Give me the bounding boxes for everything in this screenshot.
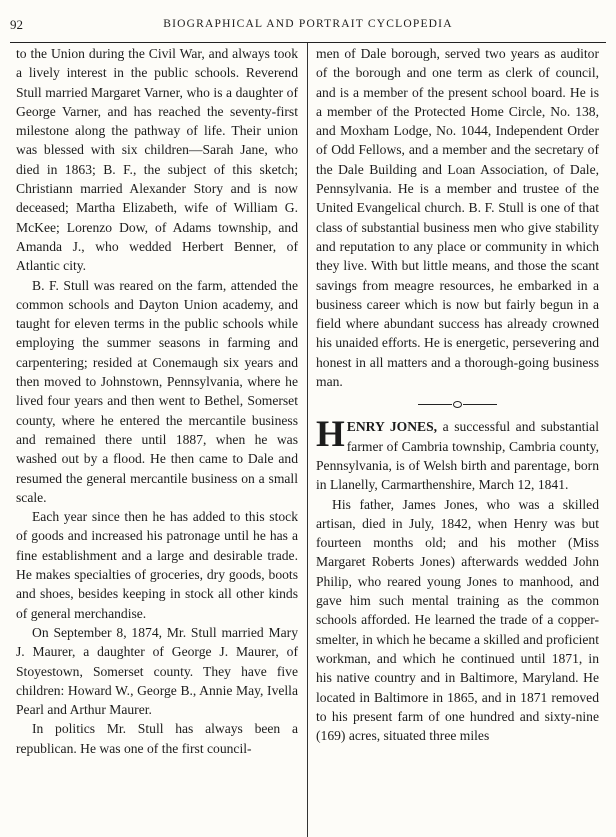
subject-name: ENRY JONES, bbox=[346, 419, 438, 435]
paragraph: In politics Mr. Stull has always been a republican. He was one of the first council- bbox=[16, 721, 298, 756]
right-column bbox=[316, 44, 599, 745]
lead-text: a successful and substantial farmer of Cambria township, Cambria county, Pennsylvania, is of Welsh birth and parentage, born in Llanelly, Carmarthenshire, March 12, 1841. bbox=[316, 419, 599, 493]
drop-cap: H bbox=[316, 414, 345, 456]
paragraph: men of Dale borough, served two years as auditor of the borough and one term as clerk of council, and is a member of the present school board. He is a member of the Protected Home Circle, No. 138, and Moxham Lodge, No. 1044, Independent Order of Odd Fellows, and a member and the secretary of the Dale Building and Loan Association, of Dale, Pennsylvania. He is a member and trustee of the United Evangelical church. B. F. Stull is one of that class of substantial business men who give stability and reputation to any place or community in which they live. With but little means, and those the scant savings from meagre resources, he embarked in a business career which is now but fairly begun in a field where abundant success has already crowned his unaided efforts. He is energetic, persevering and honest in all matters and a thorough-going business man. bbox=[316, 46, 599, 390]
page-header bbox=[10, 17, 606, 35]
section-divider-ornament bbox=[316, 391, 599, 417]
paragraph: Each year since then he has added to this stock of goods and increased his patronage until he has a fine establishment and a large and desirable trade. He makes specialties of groceries, dry goods, boots and shoes, besides keeping in stock all other kinds of general merchandise. bbox=[16, 509, 298, 621]
paragraph: B. F. Stull was reared on the farm, attended the common schools and Dayton Union academy, and taught for eleven terms in the public schools while employing the summer seasons in farming and carpentering; resided at Conemaugh six years and then moved to Johnstown, Pennsylvania, where he lived four years and then went to Bethel, Somerset county, where he entered the mercantile business and remained there until 1887, when he was washed out by a flood. He then came to Dale and resumed the general mercantile business on a small scale. bbox=[16, 277, 298, 505]
running-head: BIOGRAPHICAL AND PORTRAIT CYCLOPEDIA bbox=[163, 18, 453, 30]
paragraph: His father, James Jones, who was a skilled artisan, died in July, 1842, when Henry was but fourteen months old; and his mother (Miss Margaret Roberts Jones) afterwards wedded John Philip, who reared young Jones to manhood, and gave him such mental training as the common schools afforded. He learned the trade of a copper-smelter, in which he became a skilled and proficient workman, and which he continued until 1871, in his native country and in Baltimore, Maryland. He located in Baltimore in 1865, and in 1871 removed to his present farm of one hundred and sixty-nine (169) acres, situated three miles bbox=[316, 496, 599, 744]
paragraph: to the Union during the Civil War, and always took a lively interest in the public schools. Reverend Stull married Margaret Varner, who is a daughter of George Varner, and has reached the seventy-first milestone along the pathway of life. Their union was blessed with six children—Sarah Jane, who died in 1863; B. F., the subject of this sketch; Christiann married Alexander Story and is now deceased; Martha Elizabeth, wife of William G. McKee; Lorenzo Dow, of Adams township, and Amanda J., who wedded Herbert Benner, of Atlantic city. bbox=[16, 46, 298, 274]
page-number: 92 bbox=[10, 17, 23, 32]
paragraph: On September 8, 1874, Mr. Stull married Mary J. Maurer, a daughter of George J. Maurer, of Stoyestown, Somerset county. They have five children: Howard W., George B., Annie May, Ivella Pearl and Arthur Maurer. bbox=[16, 624, 298, 718]
header-rule bbox=[10, 42, 606, 43]
left-column bbox=[16, 44, 298, 758]
biography-lead-paragraph bbox=[316, 414, 599, 494]
column-divider bbox=[307, 43, 308, 837]
